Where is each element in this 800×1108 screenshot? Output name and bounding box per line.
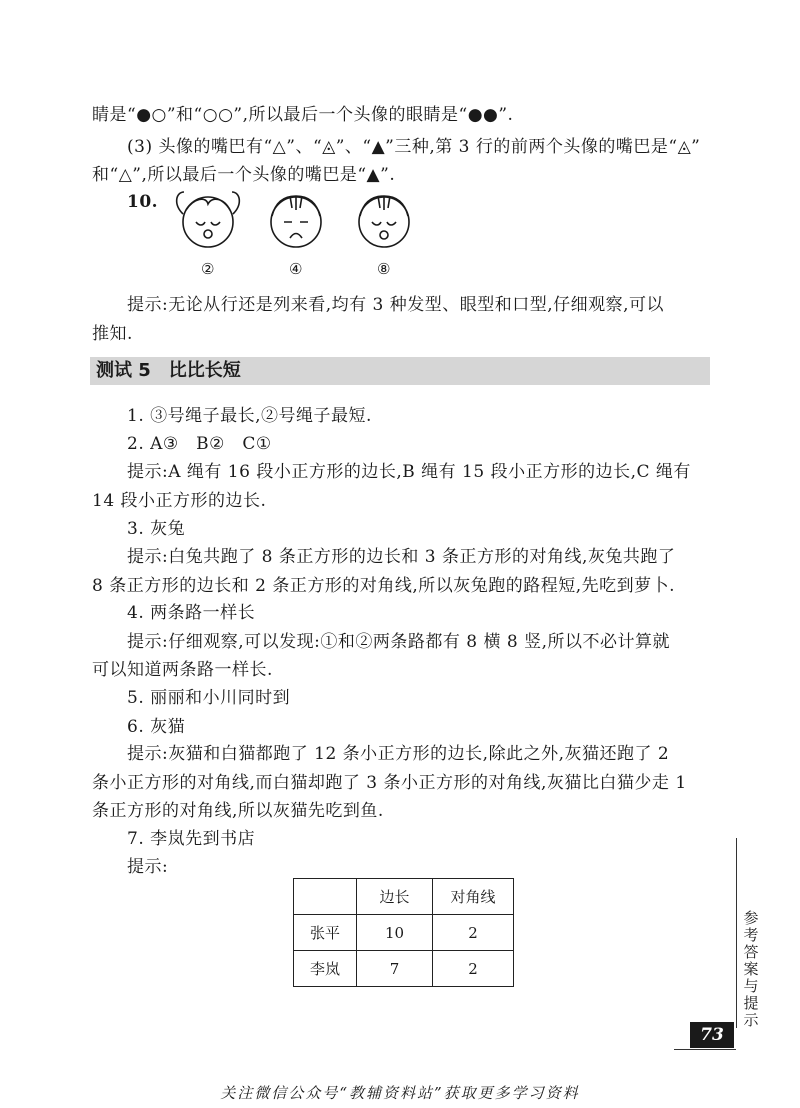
page-number: 73 [690, 1022, 734, 1048]
answer-7: 7. 李岚先到书店 [127, 829, 256, 849]
answer-6-hint-1: 提示:灰猫和白猫都跑了 12 条小正方形的边长,除此之外,灰猫还跑了 2 [127, 744, 670, 764]
table-cell: 10 [357, 915, 433, 951]
answer-7-hint: 提示: [127, 857, 169, 877]
intro-line-1: 睛是“●○”和“○○”,所以最后一个头像的眼睛是“●●”. [92, 105, 514, 125]
table-cell: 李岚 [294, 951, 357, 987]
answer-3: 3. 灰兔 [127, 519, 186, 539]
section-title: 测试 5 比比长短 [96, 360, 241, 381]
intro-line-2: (3) 头像的嘴巴有“△”、“◬”、“▲”三种,第 3 行的前两个头像的嘴巴是“◬” [127, 137, 701, 157]
face-label: ⑧ [377, 260, 391, 278]
answer-3-hint-1: 提示:白兔共跑了 8 条正方形的边长和 3 条正方形的对角线,灰兔共跑了 [127, 547, 676, 567]
q10-hint-line-2: 推知. [92, 324, 133, 344]
answer-6-hint-3: 条正方形的对角线,所以灰猫先吃到鱼. [92, 801, 384, 821]
table-cell: 张平 [294, 915, 357, 951]
table-row [294, 915, 514, 951]
answer-5: 5. 丽丽和小川同时到 [127, 688, 291, 708]
table-header-cell: 边长 [357, 879, 433, 915]
answer-4-hint-1: 提示:仔细观察,可以发现:①和②两条路都有 8 横 8 竖,所以不必计算就 [127, 632, 671, 652]
footer-note: 关注微信公众号“教辅资料站”获取更多学习资料 [220, 1084, 580, 1102]
intro-line-3: 和“△”,所以最后一个头像的嘴巴是“▲”. [92, 165, 396, 185]
table-header-cell: 对角线 [433, 879, 514, 915]
answer-2-hint-2: 14 段小正方形的边长. [92, 491, 267, 511]
table-header-cell [294, 879, 357, 915]
answer-2-hint-1: 提示:A 绳有 16 段小正方形的边长,B 绳有 15 段小正方形的边长,C 绳有 [127, 462, 691, 482]
answer-4: 4. 两条路一样长 [127, 603, 256, 623]
face-label: ② [201, 260, 215, 278]
margin-section-label: 参考答案与提示 [743, 909, 759, 1029]
faces-drawing [168, 188, 428, 258]
table-cell: 2 [433, 915, 514, 951]
face-8 [359, 196, 409, 247]
q10-hint-line-1: 提示:无论从行还是列来看,均有 3 种发型、眼型和口型,仔细观察,可以 [127, 295, 665, 315]
answer-2: 2. A③ B② C① [127, 434, 272, 454]
table-cell: 2 [433, 951, 514, 987]
answer-6: 6. 灰猫 [127, 717, 186, 737]
comparison-table [293, 878, 514, 987]
table-header-row [294, 879, 514, 915]
page-rule [674, 1049, 736, 1050]
answer-3-hint-2: 8 条正方形的边长和 2 条正方形的对角线,所以灰兔跑的路程短,先吃到萝卜. [92, 576, 676, 596]
table-row [294, 951, 514, 987]
answer-1: 1. ③号绳子最长,②号绳子最短. [127, 406, 372, 426]
answer-6-hint-2: 条小正方形的对角线,而白猫却跑了 3 条小正方形的对角线,灰猫比白猫少走 1 [92, 773, 687, 793]
face-2 [177, 192, 240, 247]
table-cell: 7 [357, 951, 433, 987]
face-label: ④ [289, 260, 303, 278]
answer-4-hint-2: 可以知道两条路一样长. [92, 660, 273, 680]
q10-number: 10. [127, 192, 159, 212]
margin-rule [736, 838, 737, 1028]
faces-illustration [168, 188, 428, 278]
face-4 [271, 196, 321, 247]
